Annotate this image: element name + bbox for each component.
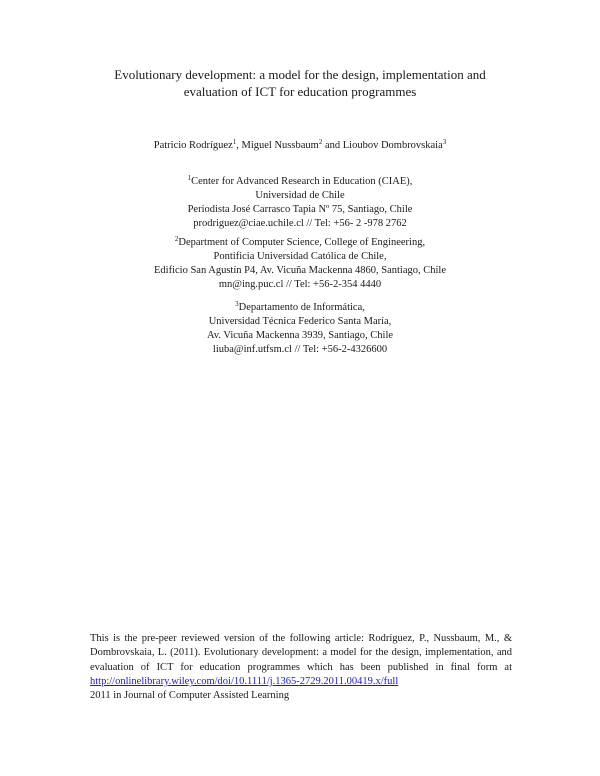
- affiliation-line: Edificio San Agustín P4, Av. Vicuña Mackenna 4860, Santiago, Chile: [154, 265, 446, 276]
- affiliation-block: [90, 301, 510, 357]
- affiliation-line: Periodista José Carrasco Tapia Nº 75, Santiago, Chile: [187, 204, 413, 215]
- author-separator: and: [322, 140, 343, 151]
- affiliation-contact: prodriguez@ciae.uchile.cl // Tel: +56- 2 -978 2762: [193, 218, 407, 229]
- affiliation-line: $^3$Departamento de Informática,: [235, 300, 365, 313]
- affiliation-line: Av. Vicuña Mackenna 3939, Santiago, Chile: [206, 330, 394, 341]
- affiliation-line: Universidad de Chile: [255, 190, 345, 201]
- notice-text: This is the pre-peer reviewed version of the following article: Rodríguez, P., Nussbaum, M., & Dombrovskaia, L. (2011). Evolutionary development: a model for the design, implementation, and evaluation of ICT for education programmes which has been published in final form at: [90, 633, 512, 673]
- author-name: Lioubov Dombrovskaia: [342, 140, 443, 151]
- affiliation-line: Universidad Técnica Federico Santa María,: [208, 316, 392, 327]
- paper-title: [60, 66, 540, 100]
- author-affiliation-marker: 3: [442, 138, 447, 146]
- author-separator: ,: [236, 140, 242, 151]
- title-line-1: Evolutionary development: a model for the design, implementation and: [114, 67, 486, 82]
- author-name: Miguel Nussbaum: [241, 140, 319, 151]
- affiliation-block: [90, 236, 510, 292]
- affiliation-block: [90, 175, 510, 231]
- affiliation-marker: 2: [174, 235, 179, 243]
- affiliation-contact: liuba@inf.utfsm.cl // Tel: +56-2-4326600: [212, 344, 388, 355]
- affiliation-line: Pontificia Universidad Católica de Chile,: [213, 251, 387, 262]
- preprint-notice: [90, 632, 512, 703]
- notice-journal-line: 2011 in Journal of Computer Assisted Learning: [90, 690, 290, 702]
- author-name: Patricio Rodríguez: [153, 140, 233, 151]
- author-list: [60, 139, 540, 153]
- affiliation-line: $^1$Center for Advanced Research in Education (CIAE),: [187, 174, 413, 187]
- affiliation-marker: 1: [187, 174, 192, 182]
- affiliation-contact: mn@ing.puc.cl // Tel: +56-2-354 4440: [218, 279, 382, 290]
- doi-link[interactable]: http://onlinelibrary.wiley.com/doi/10.1111/j.1365-2729.2011.00419.x/full: [90, 675, 399, 687]
- author-affiliation-marker: 1: [232, 138, 237, 146]
- affiliation-marker: 3: [235, 300, 239, 308]
- affiliation-line: $^2$Department of Computer Science, College of Engineering,: [174, 235, 426, 248]
- author-affiliation-marker: 2: [318, 138, 323, 146]
- title-line-2: evaluation of ICT for education programmes: [183, 84, 417, 99]
